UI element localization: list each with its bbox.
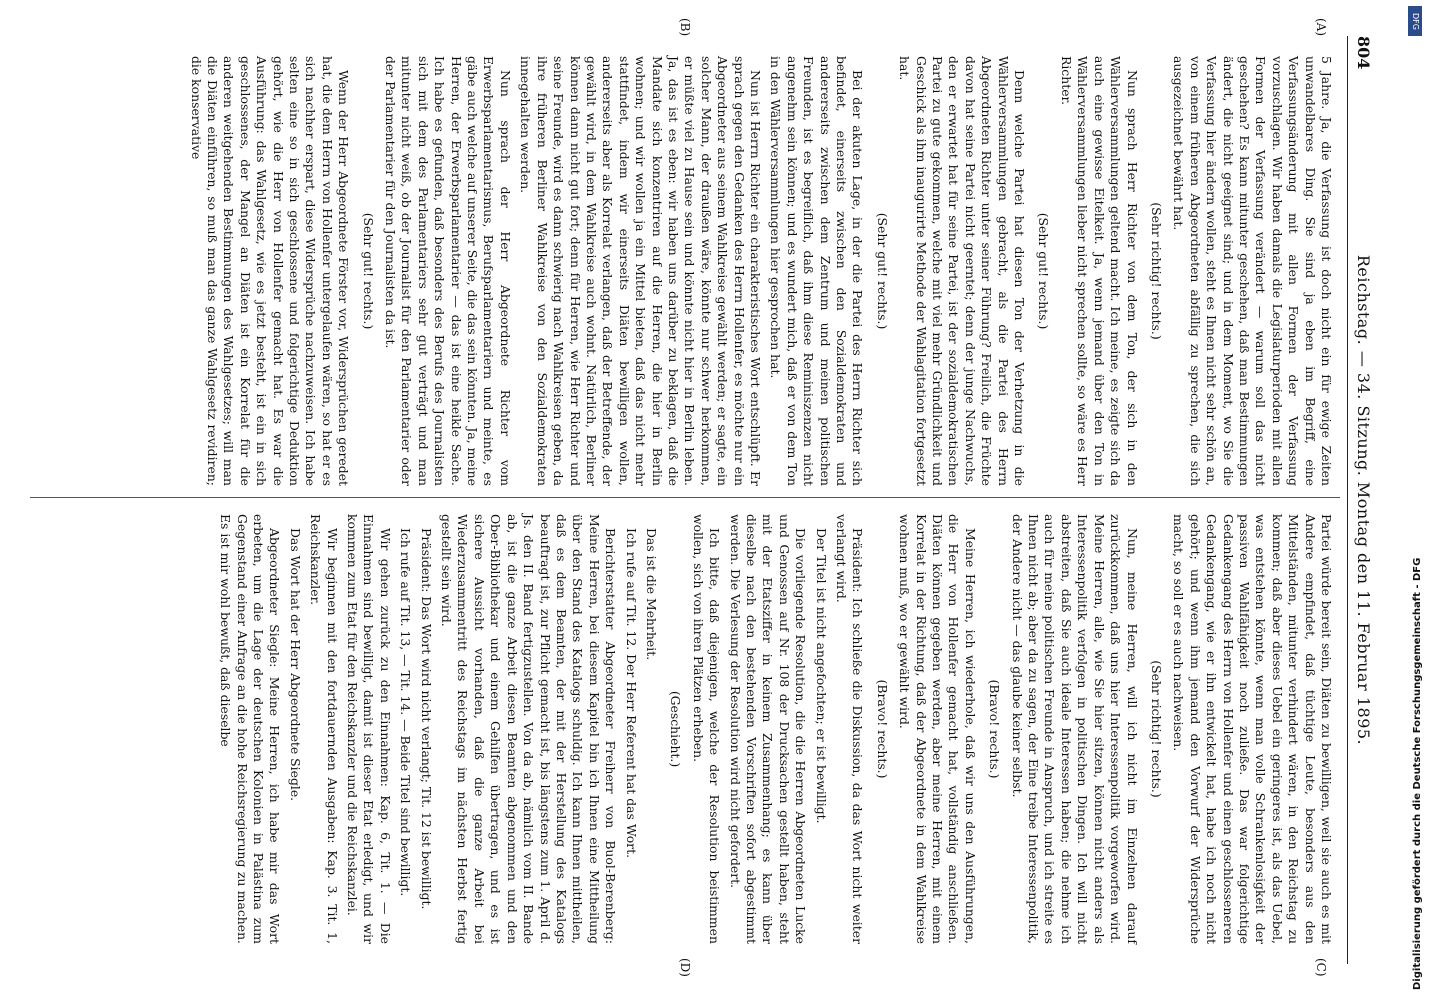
paragraph: Nun, meine Herren, will ich nicht im Einzelnen darauf zurückkommen, daß uns hier Interessenpolitik vorgeworfen wird. Meine Herren, alle, wie Sie hier sitzen, können nicht anders als Interessenpolitik verfolgen in politischen Dingen. Ich will nicht abstreiten, daß Sie auch ideale Interessen haben; die nehme ich auch für meine politischen Freunde in Anspruch, und ich streite es Ihnen nicht ab; aber da zu sagen, der Eine treibe Interessenpolitik, der Andere nicht — das glaube keiner selbst. [1009,514,1140,944]
paragraph: Das ist die Mehrheit. [643,528,659,661]
paragraph: Nun sprach der Herr Abgeordnete Richter vom Erwerbsparlamentarismus, Berufsparlamentariern und meinte, es gäbe auch welche auf unserer Seite, die das sein könnten. Ja, meine Herren, der Erwerbsparlamentarier — das ist eine heikle Sache. Ich habe es gefunden, daß besonders des Berufs des Journalisten sich mit dem des Parlamentariers sehr gut verträgt und man mitunter nicht weiß, ob der Journalist für den Parlamentarier oder der Parlamentarier für den Journalisten da ist. [383,56,513,486]
right-column [34,514,1334,944]
interjection: (Bravo! rechts.) [987,679,1003,779]
paragraph: Wir gehen zurück zu den Einnahmen: Kap. 6, Tit. 1. — Die Einnahmen sind bewilligt, damit ist dieser Etat erledigt, und wir kommen zum Etat für den Reichskanzler und die Reichskanzlei. [345,514,393,944]
paragraph: Ich rufe auf Tit. 13, — Tit. 14. — Beide Titel sind bewilligt. [398,528,414,897]
column-divider [30,497,1340,498]
paragraph: Präsident: Ich schließe die Diskussion, da das Wort nicht weiter verlangt wird. [834,514,866,944]
interjection: (Sehr gut! rechts.) [1036,212,1052,330]
paragraph: Präsident: Das Wort wird nicht verlangt; Tit. 12 ist bewilligt. [418,528,434,910]
paragraph: Ich bitte, daß diejenigen, welche der Resolution beistimmen wollen, sich von ihren Plätzen erheben. [690,514,723,944]
paragraph: Wenn der Herr Abgeordnete Förster vor, Widersprüchen geredet hat, die dem Herrn von Hollenfer untergelaufen wären, so hat er es sich nachher erspart, diese Widersprüche nachzuweisen. Ich habe selten eine so in sich geschlossene und folgerichtige Deduktion gehört, wie die Herr von Hollenfer gemacht hat. Es war die Ausführung: das Wahlgesetz, wie es jetzt besteht, ist ein in sich geschlossenes, der Mangel an Diäten ist ein Korrelat für die anderen weitgehenden Bestimmungen des Wahlgesetzes; will man die Diäten einführen, so muß man das ganze Wahlgesetz revidiren; die konservative [188,56,352,486]
interjection: (Sehr gut! rechts.) [360,212,376,330]
paragraph: Nun ist Herrn Richter ein charakteristisches Wort entschlüpft. Er sprach gegen den Gedanken des Herrn Hollenfer, es möchte nur ein Abgeordneter aus seinem Wahlkreise gewählt werden; er sagte, ein solcher Mann, der draußen wäre, könnte nur schwer herkommen, er müßte viel zu Hause sein und könnte nicht hier in Berlin leben. Ja, das ist es eben: wir haben uns darüber zu beklagen, daß die Mandate sich konzentriren auf die Herren, die hier in Berlin wohnen; und wir wollen ja ein Mittel bieten, daß das nicht mehr stattfindet, indem wir einerseits Diäten bewilligen wollen, andererseits aber als Korrelat verlangen, daß der Betreffende, der gewählt wird, in dem Wahlkreise auch wohnt. Natürlich, Berliner können dann nicht gut fort; denn für Herren, wie Herr Richter und seine Freunde, wird es dann schwierig nach Wahlkreisen geben, da ihre früheren Berliner Wahlkreise von den Sozialdemokraten innegehalten werden. [518,56,763,486]
paragraph: Abgeordneter Siegle: Meine Herren, ich habe mir das Wort erbeten, um die Lage der deutschen Kolonien in Palästina zum Gegenstand einer Anfrage an die hohe Reichsregierung zu machen. Es ist mir wohl bewußt, daß dieselbe [218,514,283,944]
interjection: (Sehr richtig! rechts.) [1148,660,1164,798]
paragraph: Berichterstatter Abgeordneter Freiherr von Buol-Berenberg: Meine Herren, bei diesem Kapitel bin ich Ihnen eine Mittheilung über den Stand des Katalogs schuldig. Ich kann Ihnen mittheilen, daß es dem Beamten, der mit der Herstellung des Katalogs beauftragt ist, zur Pflicht gemacht ist, bis längstens zum 1. April d. Js. den II. Band fertigzustellen. Von da ab, nämlich vom II. Bande ab, ist die ganze Arbeit diesen Beamten abgenommen und den Ober-Bibliothekar und einem Gehilfen übertragen, und es ist sichere Aussicht vorhanden, daß die ganze Arbeit bei Wiederzusammentritt des Reichstags im nächsten Herbst fertig gestellt sein wird. [439,514,619,944]
digitization-credit [1408,0,1426,1000]
paragraph: Ich rufe auf Tit. 12. Der Herr Referent hat das Wort. [623,528,639,859]
paragraph: Denn welche Partei hat diesen Ton der Verhetzung in die Wählerversammlungen gebracht, als die Partei des Herrn Abgeordneten Richter unter seiner Führung? Freilich, die Früchte davon hat seine Partei nicht geerntet; denn der junge Nachwuchs, den er erwartet hat für seine Partei, ist der sozialdemokratischen Partei zu gute gekommen, welche mit viel mehr Gründlichkeit und Geschick als ihm inaugurirte Methode der Wahlagitation fortgesetzt hat. [897,56,1028,486]
paragraph: Das Wort hat der Herr Abgeordnete Siegle. [287,528,303,802]
interjection: (Bravo! rechts.) [874,679,890,779]
margin-mark-d: (D) [678,958,692,977]
page-title: Reichstag. — 34. Sitzung. Montag den 11. Februar 1895. [1354,254,1373,746]
page-header [1347,36,1382,964]
paragraph: Die vorliegende Resolution, die die Herren Abgeordneten Lucke und Genossen auf Nr. 108 der Drucksachen gestellt haben, steht mit der Etatsziffer in keinem Zusammenhang; es kann über dieselbe nach den bestehenden Vorschriften sofort abgestimmt werden. Die Verlesung der Resolution wird nicht gefordert. [727,514,809,944]
paragraph: Meine Herren, ich wiederhole, daß wir uns den Ausführungen, die Herr von Hollenfer gemacht hat, vollständig anschließen. Diäten können gegeben werden, aber meine Herren, mit einem Korrelat in der Richtung, daß der Abgeordnete in dem Wahlkreise wohnen muß, wo er gewählt wird. [897,514,978,944]
paragraph: Der Titel ist nicht angefochten; er ist bewilligt. [813,528,829,824]
interjection: (Sehr gut! rechts.) [874,212,890,330]
interjection: (Geschieht.) [668,690,684,768]
interjection: (Sehr richtig! rechts.) [1148,202,1164,340]
margin-mark-a: (A) [1314,18,1328,37]
left-column [34,56,1334,486]
paragraph: Partei würde bereit sein, Diäten zu bewilligen, weil sie auch es mit Andere empfindet, daß tüchtige Leute, besonders aus den Mittelständen, mitunter verhindert wären, in den Reichstag zu kommen; daß aber dieses Uebel ein geringeres ist, als das Uebel, was entstehen könnte, wenn man volle Schrankenlosigkeit der passiven Wahlfähigkeit noch zuließe. Das war folgerichtige Gedankengang des Herrn von Hollenfer und einen geschlosseneren Gedankengang, wie er ihn entwickelt hat, habe ich noch nicht gehört; und wenn ihm jemand den Vorwurf der Widersprüche macht, so soll er es auch nachweisen. [1171,514,1334,944]
margin-mark-c: (C) [1314,958,1328,977]
credit-text: Digitalisierung gefördert durch die Deutsche Forschungsgemeinschaft - DFG [1412,557,1423,990]
paragraph: 5 Jahre. Ja, die Verfassung ist doch nicht ein für ewige Zeiten unwandelbares Ding. Sie sind ja eben im Begriff, eine Verfassungsänderung mit allen Formen der Verfassung vorzuschlagen. Wir haben damals die Legislaturperioden mit allen Formen der Verfassung verändert — warum soll das nicht geschehen? Es kann mitunter geschehen, daß man Bestimmungen ändert, die nicht geeignet sind; und in dem Moment, wo Sie die Verfassung hier ändern wollen, steht es Ihnen nicht sehr schön an, von einem früheren Abgeordneten abfällig zu sprechen, die sich ausgezeichnet bewährt hat. [1171,56,1334,486]
paragraph: Nun sprach Herr Richter von dem Ton, der sich in den Wählerversammlungen geltend macht. Ich meine, es zeigte sich da auch eine gewisse Eitelkeit. Ja, wenn jemand über den Ton in Wählerversammlungen lieber nicht sprechen sollte, so wäre es Herr Richter. [1058,56,1140,486]
paragraph: Bei der akuten Lage, in der die Partei des Herrn Richter sich befindet, einerseits zwischen den Sozialdemokraten und andererseits zwischen dem Zentrum und meinen politischen Freunden, ist es begreiflich, daß ihm diese Reminiszenzen nicht angenehm sein können; und es wundert mich, daß er von dem Ton in den Wählerversammlungen hier gesprochen hat. [768,56,866,486]
paragraph: Wir beginnen mit den fortdauernden Ausgaben: Kap. 3. Tit. 1, Reichskanzler. [308,514,340,944]
page-number: 804 [1354,36,1373,70]
dfg-logo: DFG [1408,6,1422,36]
margin-mark-b: (B) [678,18,692,37]
